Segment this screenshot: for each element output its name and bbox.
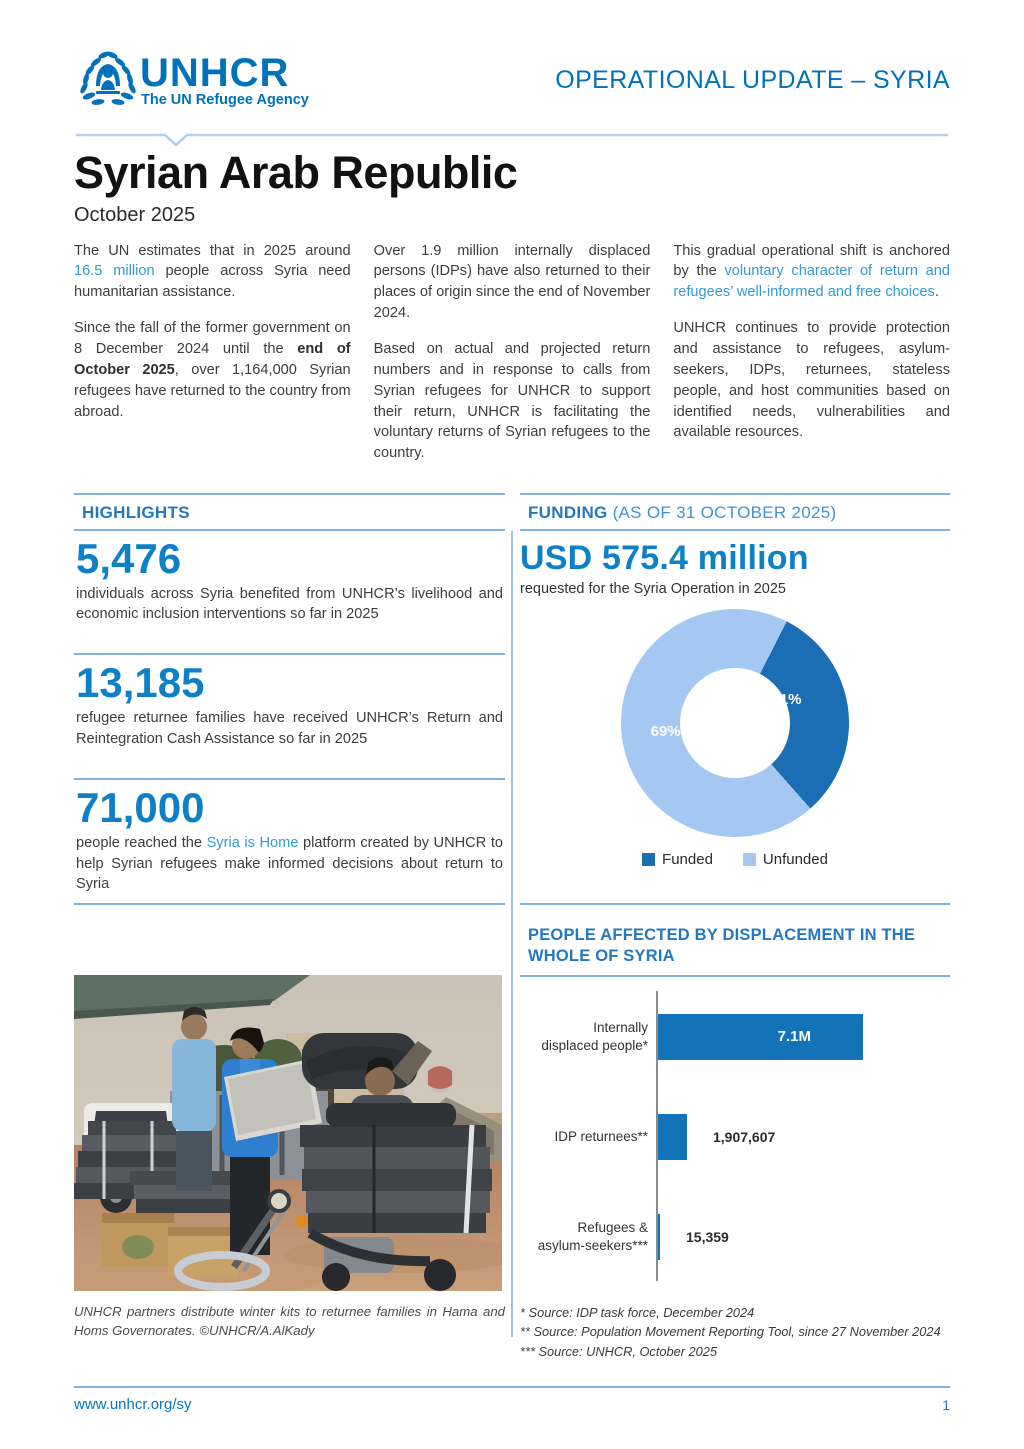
report-date: October 2025	[74, 203, 196, 226]
document-type-title: OPERATIONAL UPDATE – SYRIA	[555, 66, 950, 94]
bar-category-label: Internally displaced people*	[541, 1020, 648, 1053]
footnote: ** Source: Population Movement Reporting Tool, since 27 November 2024	[520, 1324, 941, 1340]
stat-description	[76, 833, 503, 894]
body-text: individuals across Syria benefited from UNHCR’s livelihood and economic inclusion interventions so far in 2025	[76, 585, 503, 623]
funding-header-date: (AS OF 31 OCTOBER 2025)	[607, 502, 837, 522]
intro-paragraph	[673, 318, 950, 443]
page-title: Syrian Arab Republic	[74, 147, 518, 198]
field-photo	[74, 975, 502, 1291]
body-text: people across Syria need humanitarian assistance.	[74, 263, 351, 301]
intro-paragraph	[673, 241, 950, 304]
footer-link[interactable]: www.unhcr.org/sy	[74, 1396, 192, 1413]
intro-paragraph	[74, 318, 351, 422]
displacement-bar-chart	[520, 987, 950, 1287]
bar-row	[537, 1187, 950, 1287]
page-footer	[74, 1386, 950, 1413]
body-text: Based on actual and projected return numbers and in response to calls from Syrian refugees for UNHCR to support their return, UNHCR is facilitating the voluntary returns of Syrian refugees to the country.	[373, 340, 651, 462]
funding-donut-chart	[621, 609, 849, 837]
bar-value-label: 7.1M	[777, 1028, 811, 1046]
body-text: refugee returnee families have received UNHCR’s Return and Reintegration Cash Assistance so far in 2025	[76, 710, 503, 747]
legend-swatch-icon	[743, 853, 756, 866]
chart-footnotes	[520, 1303, 950, 1362]
funding-header-bold: FUNDING	[528, 502, 608, 522]
intro-text-columns	[74, 241, 950, 489]
donut-percent-label: 31%	[771, 690, 802, 708]
funding-region	[520, 531, 950, 905]
bar-value-label: 1,907,607	[713, 1128, 776, 1145]
donut-percent-label: 69%	[650, 722, 681, 740]
body-text: The UN estimates that in 2025 around	[74, 242, 351, 259]
displacement-header: PEOPLE AFFECTED BY DISPLACEMENT IN THE WHOLE OF SYRIA	[520, 917, 950, 977]
svg-text:The UN Refugee Agency: The UN Refugee Agency	[141, 92, 309, 108]
body-text: This gradual operational shift is anchored by the	[673, 242, 951, 280]
funding-donut-wrap	[520, 609, 950, 837]
intro-column-1	[74, 241, 351, 489]
highlight-stat	[74, 531, 505, 656]
intro-column-3	[673, 241, 950, 489]
stat-value: 71,000	[76, 784, 205, 832]
highlights-column	[74, 493, 505, 905]
stat-description	[76, 708, 503, 749]
donut-hole	[680, 668, 790, 778]
legend-label: Unfunded	[762, 850, 828, 868]
page-number: 1	[942, 1396, 950, 1413]
unhcr-logo-icon	[74, 42, 342, 110]
displacement-column	[520, 917, 950, 1362]
body-text: people reached the	[76, 835, 207, 852]
stat-value: 5,476	[76, 534, 182, 582]
intro-column-2	[374, 241, 651, 489]
funding-legend	[520, 851, 950, 868]
intro-paragraph	[74, 241, 351, 304]
intro-paragraph	[374, 339, 651, 464]
body-text: Over 1.9 million internally displaced persons (IDPs) have also returned to their places of origin since the end of November 2024.	[373, 242, 651, 322]
bar-category-label: Refugees & asylum-seekers***	[537, 1220, 648, 1253]
inline-link[interactable]: Syria is Home	[206, 835, 299, 852]
inline-link[interactable]: voluntary character of return and refugees’ well-informed and free choices	[673, 263, 951, 301]
funding-amount: USD 575.4 million	[520, 538, 809, 577]
stat-description	[76, 584, 503, 625]
body-text: UNHCR continues to provide protection and assistance to refugees, asylum-seekers, IDPs, returnees, stateless people, and host communities based on identified needs, vulnerabilities and available resources.	[673, 320, 951, 441]
highlights-header: HIGHLIGHTS	[74, 493, 505, 531]
body-text: .	[934, 284, 939, 301]
highlights-stats	[74, 531, 505, 905]
body-text: , over 1,164,000 Syrian refugees have returned to the country from abroad.	[74, 361, 351, 420]
bar	[658, 1114, 687, 1160]
svg-text:UNHCR: UNHCR	[140, 51, 290, 95]
funding-header	[520, 493, 950, 531]
legend-swatch-icon	[642, 853, 655, 866]
legend-item-unfunded	[743, 851, 828, 868]
chevron-divider-line	[74, 126, 950, 146]
footnote: *** Source: UNHCR, October 2025	[520, 1344, 718, 1360]
highlights-funding-row	[74, 493, 950, 905]
photo-displacement-row	[74, 917, 950, 1362]
page-header	[74, 42, 950, 110]
intro-paragraph	[374, 241, 651, 324]
bar-category-label: IDP returnees**	[554, 1128, 648, 1144]
bar-row	[554, 1087, 950, 1187]
bar-value-label: 15,359	[686, 1228, 729, 1245]
funding-subtitle: requested for the Syria Operation in 2025	[520, 580, 786, 597]
highlight-stat	[74, 780, 505, 905]
legend-item-funded	[642, 851, 713, 868]
photo-block	[74, 917, 505, 1362]
funding-column	[520, 493, 950, 905]
legend-label: Funded	[662, 850, 713, 868]
bar	[658, 1214, 660, 1260]
photo-caption: UNHCR partners distribute winter kits to returnee families in Hama and Homs Governorates. ©UNHCR/A.AlKady	[74, 1303, 505, 1338]
stat-value: 13,185	[76, 659, 205, 707]
body-text: platform created by UNHCR to help Syrian refugees make informed decisions about return to Syria	[76, 835, 504, 892]
bold-text: end of October 2025	[74, 340, 351, 378]
footnote: * Source: IDP task force, December 2024	[520, 1304, 755, 1320]
inline-link[interactable]: 16.5 million	[74, 263, 155, 280]
body-text: Since the fall of the former government on 8 December 2024 until the	[74, 320, 351, 357]
bar-row	[541, 987, 950, 1087]
highlight-stat	[74, 655, 505, 780]
bar	[658, 1014, 863, 1060]
